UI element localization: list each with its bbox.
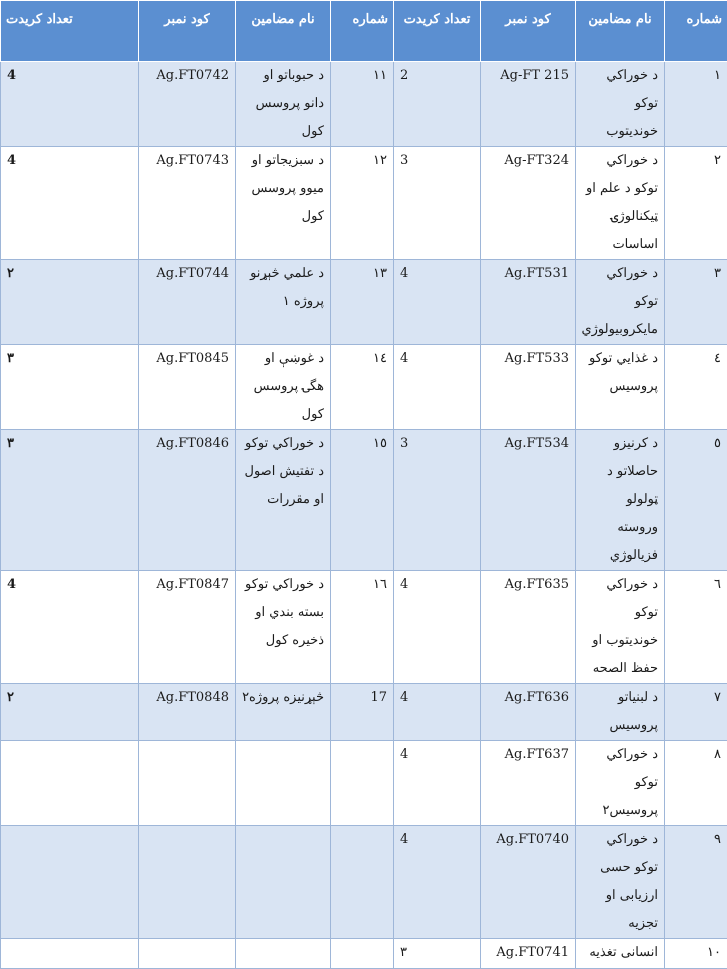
subject-code: Ag.FT534 [481, 430, 576, 571]
header-number-2: شماره [331, 1, 394, 62]
credit-count: 4 [394, 260, 481, 345]
subject-name-2: د سبزيجاتو او ميوو پروسس کول [236, 147, 331, 260]
table-row [1, 826, 727, 939]
table-row [1, 260, 727, 345]
row-number: ٢ [665, 147, 727, 260]
subject-name-2: د حبوباتو او دانو پروسس کول [236, 62, 331, 147]
credit-count: 4 [394, 741, 481, 826]
subject-code: Ag.FT637 [481, 741, 576, 826]
row-number-2: ١١ [331, 62, 394, 147]
row-number: ٤ [665, 345, 727, 430]
subject-code: Ag.FT635 [481, 571, 576, 684]
credit-count: ٣ [394, 939, 481, 969]
credit-count-2: 4 [1, 62, 139, 147]
credit-count: 2 [394, 62, 481, 147]
row-number: ٣ [665, 260, 727, 345]
table-row [1, 345, 727, 430]
row-number: ٥ [665, 430, 727, 571]
row-number: ٧ [665, 684, 727, 741]
credit-count: 4 [394, 684, 481, 741]
subject-name: د خوراکي توکو خونديتوب [576, 62, 665, 147]
row-number-2 [331, 826, 394, 939]
subject-code-2: Ag.FT0848 [139, 684, 236, 741]
credit-count: 4 [394, 571, 481, 684]
row-number: ٨ [665, 741, 727, 826]
subject-name-2: څېړنيزه پروژه٢ [236, 684, 331, 741]
subject-name: د خوراکي توکو د علم او ټيکنالوژۍ اساسات [576, 147, 665, 260]
subject-name: د خوراکي توکو مايکروبيولوژي [576, 260, 665, 345]
subject-name-2 [236, 826, 331, 939]
row-number: ١٠ [665, 939, 727, 969]
row-number-2: ١٥ [331, 430, 394, 571]
credit-count: 4 [394, 345, 481, 430]
header-code-2: کود نمبر [139, 1, 236, 62]
header-subject-name: نام مضامین [576, 1, 665, 62]
subject-code: Ag.FT636 [481, 684, 576, 741]
row-number: ٩ [665, 826, 727, 939]
table-row [1, 939, 727, 969]
credit-count-2: ٢ [1, 684, 139, 741]
subject-code-2: Ag.FT0847 [139, 571, 236, 684]
subject-name: د خوراکي توکو خونديتوب او حفظ الصحه [576, 571, 665, 684]
credit-count-2: 4 [1, 571, 139, 684]
table-row [1, 571, 727, 684]
row-number-2: ١٣ [331, 260, 394, 345]
credit-count-2: ٣ [1, 345, 139, 430]
subject-code: Ag.FT531 [481, 260, 576, 345]
subject-code: Ag-FT 215 [481, 62, 576, 147]
credit-count: 4 [394, 826, 481, 939]
subject-code-2 [139, 826, 236, 939]
header-credits-2: تعداد کریدت [1, 1, 139, 62]
subject-name-2 [236, 741, 331, 826]
subject-name-2 [236, 939, 331, 969]
subject-name-2: د خوراکي توکو د تفتيش اصول او مقررات [236, 430, 331, 571]
table-row [1, 741, 727, 826]
subject-code: Ag.FT533 [481, 345, 576, 430]
credit-count-2 [1, 741, 139, 826]
credit-count-2: ٣ [1, 430, 139, 571]
subject-name-2: د غوښې او هگۍ پروسس کول [236, 345, 331, 430]
credit-count-2 [1, 826, 139, 939]
header-row [1, 1, 727, 62]
header-code: کود نمبر [481, 1, 576, 62]
subject-name: د لبنياتو پروسيس [576, 684, 665, 741]
row-number-2 [331, 939, 394, 969]
subject-name: د خوراکي توکو حسی ارزيابی او تجزيه [576, 826, 665, 939]
subject-code-2 [139, 741, 236, 826]
row-number-2: ١٦ [331, 571, 394, 684]
subject-code-2: Ag.FT0845 [139, 345, 236, 430]
credit-count-2 [1, 939, 139, 969]
subject-code-2: Ag.FT0742 [139, 62, 236, 147]
table-row [1, 684, 727, 741]
row-number-2 [331, 741, 394, 826]
row-number: ١ [665, 62, 727, 147]
subject-code: Ag.FT0741 [481, 939, 576, 969]
subject-name: د کرنيزو حاصلاتو د ټولولو وروسته فزيالوژي [576, 430, 665, 571]
subject-name-2: د خوراکي توکو بسته بندي او ذخيره کول [236, 571, 331, 684]
credit-count: 3 [394, 430, 481, 571]
row-number-2: 17 [331, 684, 394, 741]
credit-count-2: 4 [1, 147, 139, 260]
header-number: شماره [665, 1, 727, 62]
subject-code-2 [139, 939, 236, 969]
header-subject-name-2: نام مضامین [236, 1, 331, 62]
subject-name-2: د علمي څېړنو پروژه ١ [236, 260, 331, 345]
subject-code-2: Ag.FT0846 [139, 430, 236, 571]
header-credits: تعداد کریدت [394, 1, 481, 62]
subject-name: د خوراکي توکو پروسيس٢ [576, 741, 665, 826]
subject-name: انسانی تغذيه [576, 939, 665, 969]
row-number-2: ١٢ [331, 147, 394, 260]
subject-name: د غذايي توکو پروسيس [576, 345, 665, 430]
subject-code-2: Ag.FT0743 [139, 147, 236, 260]
credit-count: 3 [394, 147, 481, 260]
subject-code: Ag-FT324 [481, 147, 576, 260]
row-number: ٦ [665, 571, 727, 684]
subject-code-2: Ag.FT0744 [139, 260, 236, 345]
table-row [1, 430, 727, 571]
row-number-2: ١٤ [331, 345, 394, 430]
table-row [1, 62, 727, 147]
subject-code: Ag.FT0740 [481, 826, 576, 939]
table-row [1, 147, 727, 260]
credit-count-2: ٢ [1, 260, 139, 345]
